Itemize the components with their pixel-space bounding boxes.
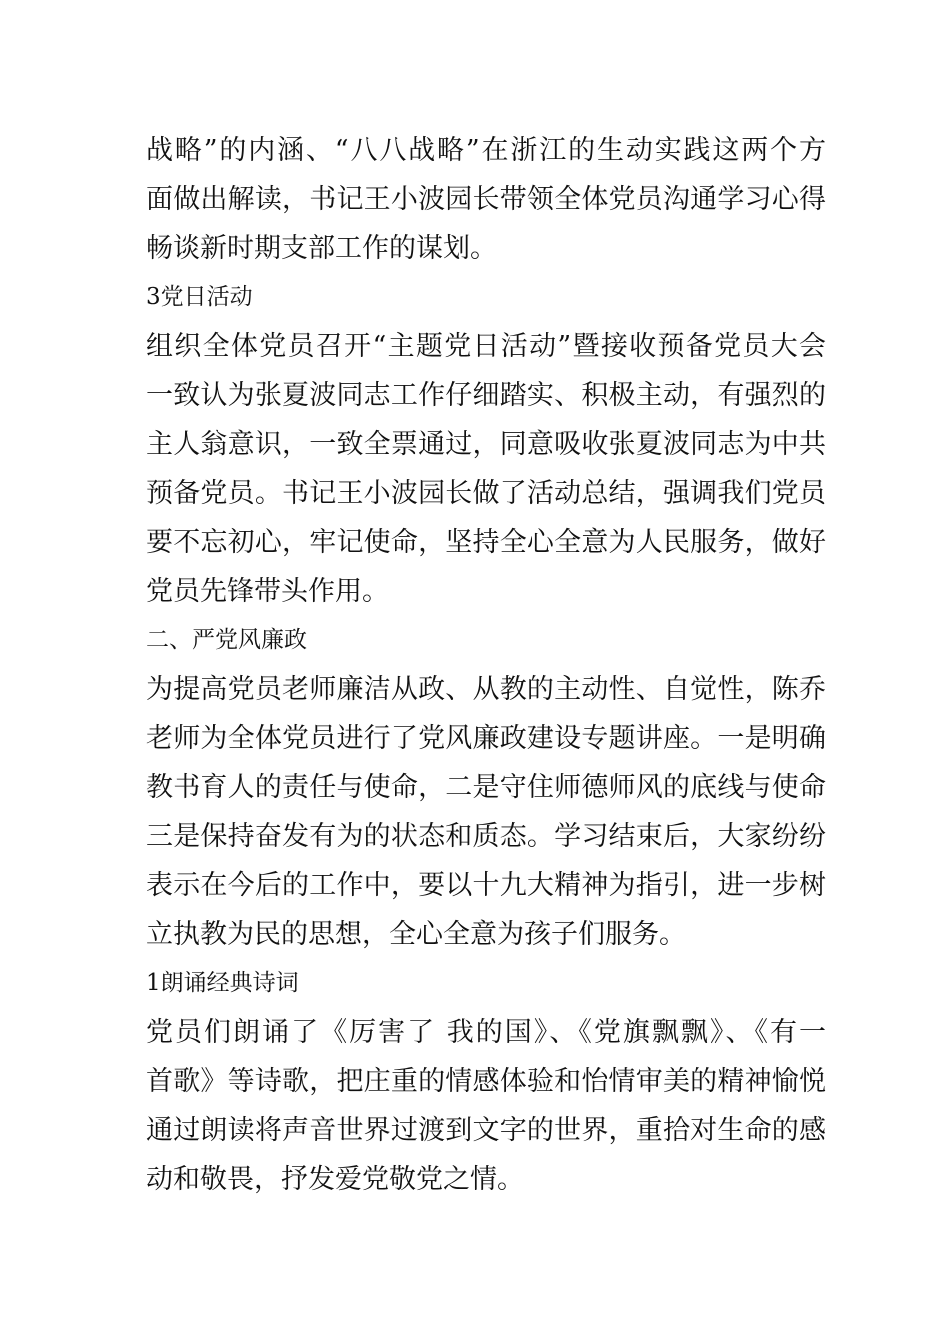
text-line: 面做出解读，书记王小波园长带领全体党员沟通学习心得 xyxy=(146,184,826,215)
text-line: 预备党员。书记王小波园长做了活动总结，强调我们党员 xyxy=(146,478,826,509)
text-line: 战略”的内涵、“八八战略”在浙江的生动实践这两个方 xyxy=(146,135,826,166)
section-heading: 3党日活动 xyxy=(146,284,253,310)
text-line: 立执教为民的思想，全心全意为孩子们服务。 xyxy=(146,919,686,950)
text-line: 三是保持奋发有为的状态和质态。学习结束后，大家纷纷 xyxy=(146,821,826,852)
text-line: 动和敬畏，抒发爱党敬党之情。 xyxy=(146,1164,524,1195)
section-heading: 二、严党风廉政 xyxy=(146,627,307,653)
text-line: 教书育人的责任与使命，二是守住师德师风的底线与使命 xyxy=(146,772,826,803)
text-line: 一致认为张夏波同志工作仔细踏实、积极主动，有强烈的 xyxy=(146,380,826,411)
text-line: 要不忘初心，牢记使命，坚持全心全意为人民服务，做好 xyxy=(146,527,826,558)
text-line: 首歌》等诗歌，把庄重的情感体验和怡情审美的精神愉悦 xyxy=(146,1066,826,1097)
text-line: 组织全体党员召开“主题党日活动”暨接收预备党员大会 xyxy=(146,331,826,362)
text-line: 党员先锋带头作用。 xyxy=(146,576,389,607)
text-line: 党员们朗诵了《厉害了 我的国》、《党旗飘飘》、《有一 xyxy=(146,1017,826,1048)
text-line: 为提高党员老师廉洁从政、从教的主动性、自觉性，陈乔 xyxy=(146,674,826,705)
text-line: 畅谈新时期支部工作的谋划。 xyxy=(146,233,497,264)
text-line: 表示在今后的工作中，要以十九大精神为指引，进一步树 xyxy=(146,870,826,901)
text-line: 通过朗读将声音世界过渡到文字的世界，重拾对生命的感 xyxy=(146,1115,826,1146)
text-line: 主人翁意识，一致全票通过，同意吸收张夏波同志为中共 xyxy=(146,429,826,460)
text-line: 老师为全体党员进行了党风廉政建设专题讲座。一是明确 xyxy=(146,723,826,754)
body-text xyxy=(146,126,826,1204)
section-heading: 1朗诵经典诗词 xyxy=(146,970,299,996)
